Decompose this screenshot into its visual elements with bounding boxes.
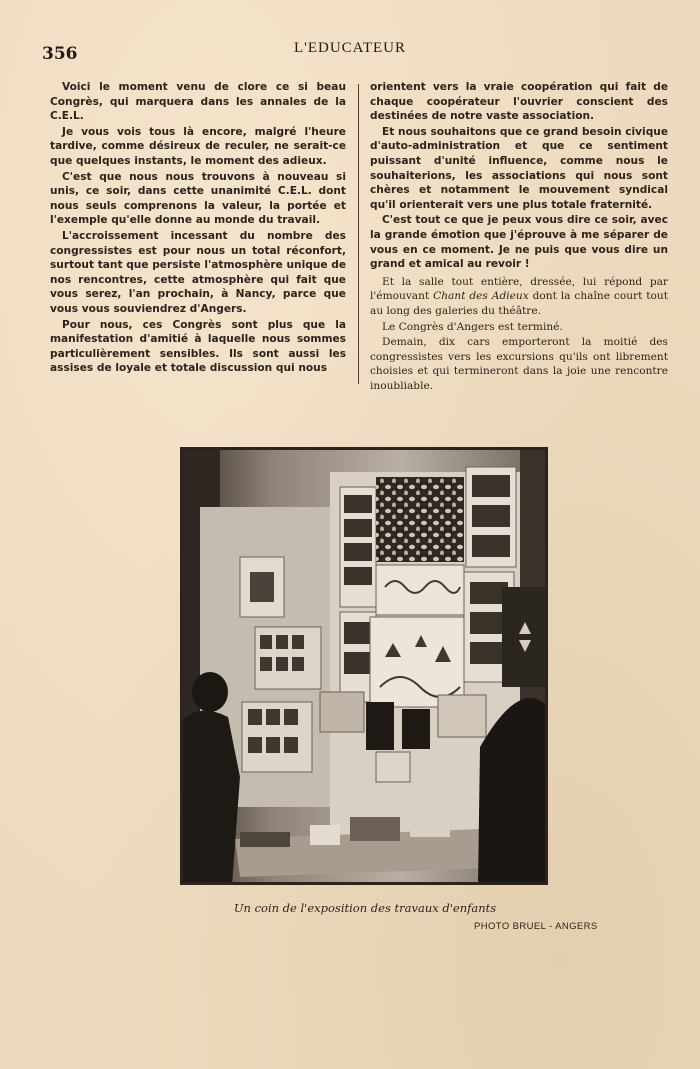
text: dont la chaîne court tout au long des galeries du théâtre. [370,290,668,317]
paragraph [370,275,668,319]
paragraph: Le Congrès d'Angers est terminé. [382,320,563,333]
column-divider [358,84,359,384]
photo-caption: Un coin de l'exposition des travaux d'enfants [233,901,497,915]
paragraph: Pour nous, ces Congrès sont plus que la manifestation d'amitié à laquelle nous sommes particulièrement sensibles. Ils sont aussi les assises de loyale et totale discussion qui nous [50,318,346,375]
journal-title: L'EDUCATEUR [293,40,407,56]
paragraph: Demain, dix cars emporteront la moitié des congressistes vers les excursions qu'ils ont librement choisies et qui termineront dans la joie une rencontre inoubliable. [370,336,668,392]
article-right-column [370,80,668,393]
paragraph: L'accroissement incessant du nombre des congressistes est pour nous un total réconfort, surtout tant que persiste l'atmosphère unique de nos rencontres, cette atmosphère qui fait que vous serez, l'an prochain, à Nancy, parce que vous vous souviendrez d'Angers. [50,229,346,315]
photo-illustration [180,447,548,885]
paragraph: Voici le moment venu de clore ce si beau Congrès, qui marquera dans les annales de la C.E.L. [50,81,346,123]
paragraph: C'est que nous nous trouvons à nouveau si unis, ce soir, dans cette unanimité C.E.L. dont nous seuls comprenons la valeur, la portée et l'exemple qu'elle donne au monde du travail. [50,170,346,227]
paragraph: Je vous vois tous là encore, malgré l'heure tardive, comme désireux de reculer, ne serait-ce que quelques instants, le moment des adieux. [50,125,346,167]
paragraph: Et nous souhaitons que ce grand besoin civique d'auto-administration et que ce sentiment puissant d'unité influence, comme nous le souhaiterions, les associations qui nous sont chères et notamment le mouvement syndical qu'il orienterait vers une plus totale fraternité. [370,125,668,211]
exhibition-photo [180,447,548,885]
paragraph: C'est tout ce que je peux vous dire ce soir, avec la grande émotion que j'éprouve à me séparer de vous en ce moment. Je ne puis que vous dire un grand et amical au revoir ! [370,214,668,271]
text: Et la salle tout entière, dressée, lui répond par l'émouvant [370,275,668,303]
photo-credit: PHOTO BRUEL - ANGERS [474,921,598,932]
paragraph: orientent vers la vraie coopération qui fait de chaque coopérateur l'ouvrier conscient des destinées de notre vaste association. [370,81,668,123]
song-title: Chant des Adieux [433,290,529,303]
article-left-column [50,80,346,376]
page-number: 356 [42,44,78,64]
